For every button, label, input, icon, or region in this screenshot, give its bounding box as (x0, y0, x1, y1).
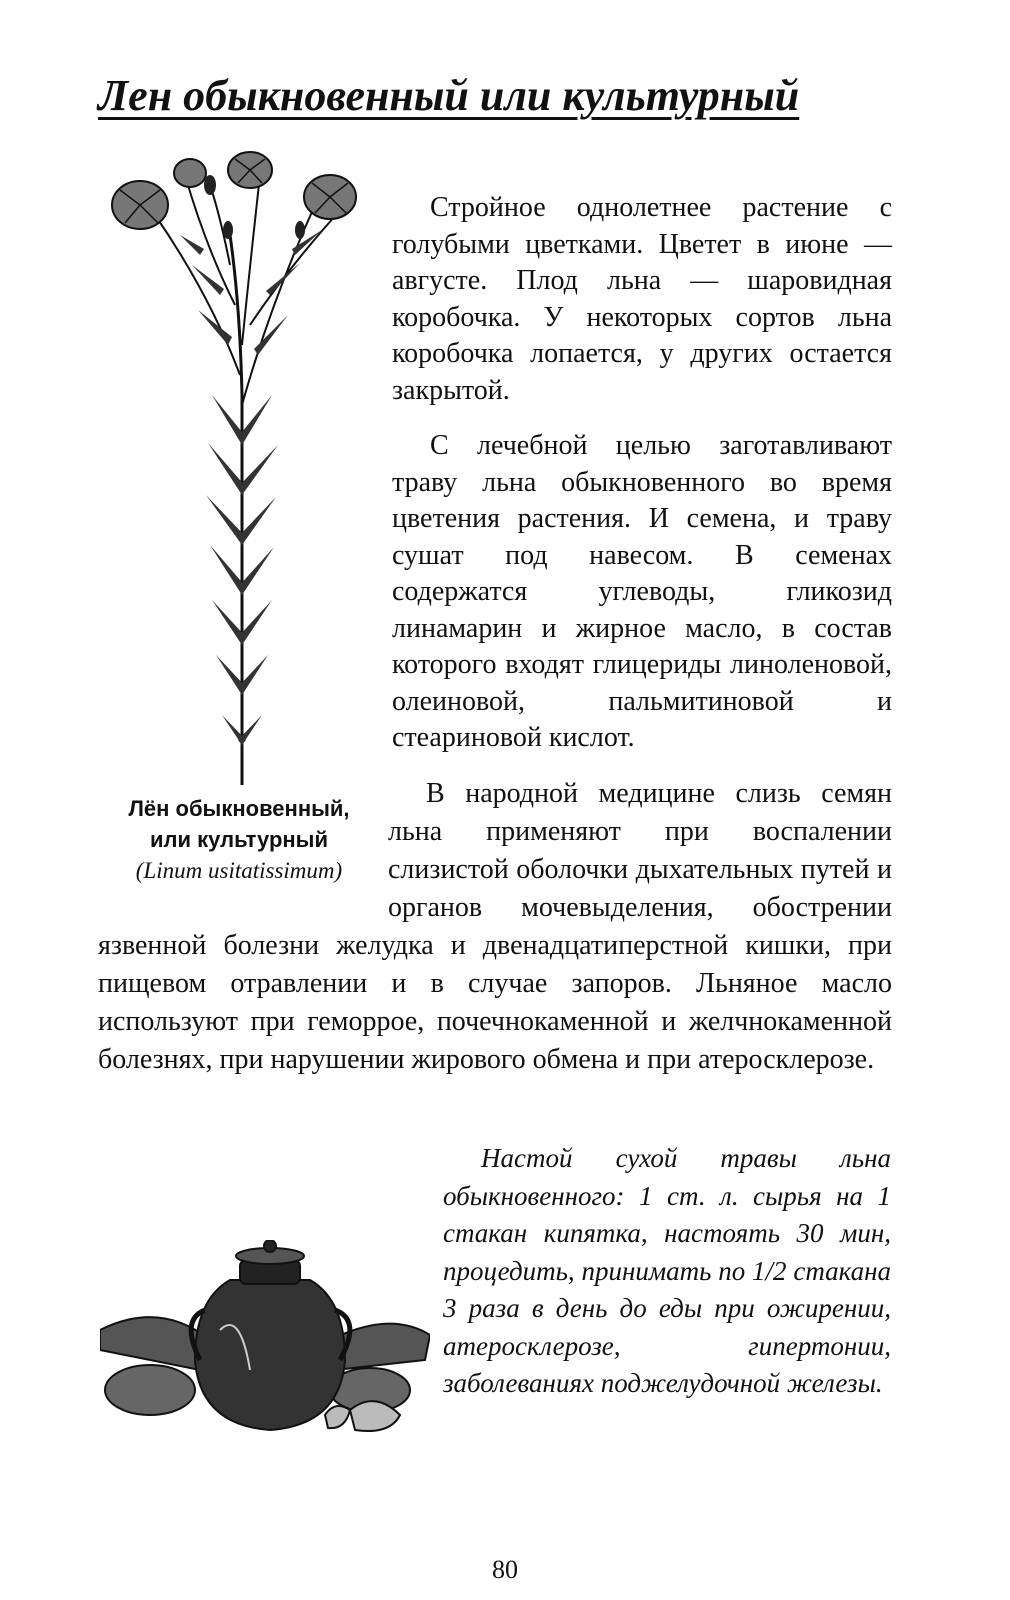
recipe-infusion: Настой сухой травы льна обыкновенного: 1 ст. л. сырья на 1 стакан кипятка, настоять 30 мин, процедить, принимать по 1/2 стакана 3 раза в день до еды при ожирении, атеросклерозе, гипертонии, заболеваниях поджелудочной железы. (443, 1143, 891, 1398)
recipe-fraction: 1/2 (752, 1255, 787, 1286)
paragraph-description: Стройное однолетнее растение с голубыми цветками. Цветет в июне — августе. Плод льна — шаровидная коробочка. У некоторых сортов льна коробочка лопается, у других остается закрытой. (392, 192, 892, 406)
paragraph-folk-medicine: В народной медицине слизь семян льна применяют при воспалении слизистой оболочки дыхательных путей и органов мочевыделения, обострении язвенной болезни желудка и двенадцатиперстной кишки, при пищевом отравлении и в случае запоров. Льняное масло используют при геморрое, почечнокаменной и желчнокаменной болезнях, при нарушении жирового обмена и при атеросклерозе. (98, 778, 892, 1075)
caption-line-1: Лён обыкновенный, (128, 796, 350, 821)
page-number: 80 (492, 1555, 518, 1584)
pot-illustration (100, 1240, 430, 1440)
page-title: Лен обыкновенный или культурный (98, 71, 800, 120)
paragraph-harvesting: С лечебной целью заготавливают траву льна обыкновенного во время цветения растения. И семена, и траву сушат под навесом. В семенах содержатся углеводы, гликозид линамарин и жирное масло, в состав которого входят глицериды линоленовой, олеиновой, пальмитиновой и стеариновой кислот. (392, 430, 892, 753)
caption-latin: (Linum usitatissimum) (135, 858, 343, 883)
caption-line-2: или культурный (150, 827, 328, 852)
flax-plant-illustration (100, 145, 380, 785)
